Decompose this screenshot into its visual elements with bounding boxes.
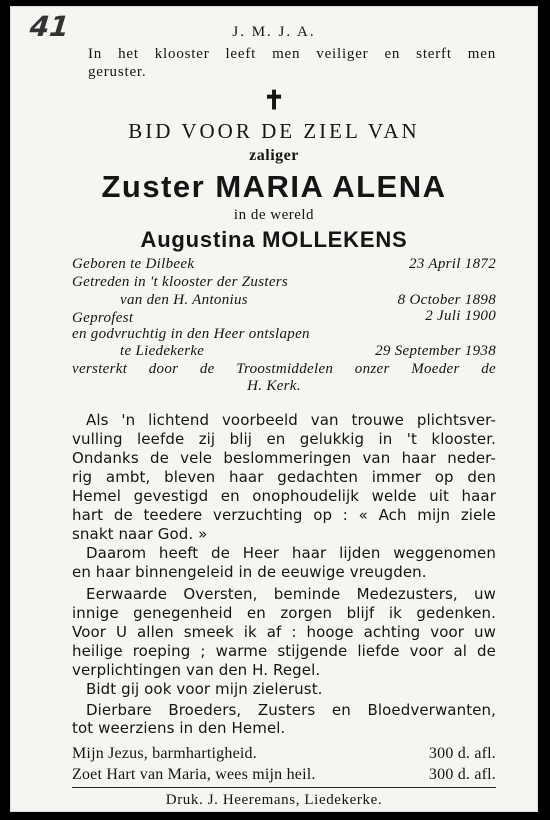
handwritten-number: 41: [28, 10, 71, 43]
bio-line: H. Kerk.: [247, 378, 301, 394]
in-de-wereld-label: in de wereld: [233, 207, 315, 223]
bio-line: en godvruchtig in den Heer ontslapen: [72, 326, 310, 342]
paragraph-line: heilige roeping ; warme stijgende liefde voor al de: [72, 642, 496, 660]
paragraph-line: Eerwaarde Oversten, beminde Medezusters, uw: [86, 585, 496, 603]
paragraph-line: innige genegenheid en zorgen blijf ik gedenken.: [72, 604, 496, 622]
bio-line: van den H. Antonius: [120, 292, 248, 308]
paragraph-line: Voor U allen smeek ik af : hooge achting voor uw: [72, 623, 496, 641]
bio-line: te Liedekerke: [120, 343, 205, 359]
bio-date: 23 April 1872: [409, 256, 496, 272]
bio-date: 2 Juli 1900: [425, 308, 496, 324]
bio-line: Getreden in 't klooster der Zusters: [72, 274, 289, 290]
paragraph-line: Als 'n lichtend voorbeeld van trouwe plichtsver-: [86, 411, 496, 429]
religious-name: Zuster MARIA ALENA: [101, 169, 447, 204]
paragraph-line: Dierbare Broeders, Zusters en Bloedverwanten,: [86, 701, 496, 719]
paragraph-line: snakt naar God. »: [72, 525, 208, 543]
paragraph-line: rig ambt, bleven haar gedachten immer op den: [72, 468, 496, 486]
paragraph-line: verplichtingen van den H. Regel.: [72, 661, 321, 679]
bio-date: 8 October 1898: [397, 292, 496, 308]
printer-line: Druk. J. Heeremans, Liedekerke.: [165, 792, 383, 808]
memorial-card: [10, 6, 538, 812]
bio-line: versterkt door de Troostmiddelen onzer Moeder de: [72, 361, 496, 377]
header-initials: J. M. J. A.: [232, 24, 316, 40]
paragraph-line: Daarom heeft de Heer haar lijden weggenomen: [86, 544, 496, 562]
paragraph-line: en haar binnengeleid in de eeuwige vreugden.: [72, 563, 427, 581]
motto-line-1: In het klooster leeft men veiliger en sterft men: [88, 46, 496, 62]
paragraph-line: Bidt gij ook voor mijn zielerust.: [86, 680, 323, 698]
prayer-indulgence: 300 d. afl.: [428, 766, 496, 783]
motto-line-2: geruster.: [88, 64, 147, 80]
bio-line: Geboren te Dilbeek: [72, 256, 195, 272]
paragraph-line: hart de teedere verzuchting op : « Ach mijn ziele: [72, 506, 496, 524]
cross-icon: ✝: [263, 86, 285, 115]
bio-date: 29 September 1938: [375, 343, 496, 359]
paragraph-line: tot weerziens in den Hemel.: [72, 719, 286, 737]
prayer-title: BID VOOR DE ZIEL VAN: [128, 119, 420, 143]
birth-name: Augustina MOLLEKENS: [140, 227, 408, 252]
paragraph-line: Ondanks de vele beslommeringen van haar neder-: [72, 449, 496, 467]
prayer-line: Mijn Jezus, barmhartigheid.: [72, 745, 257, 762]
paragraph-line: vulling leefde zij blij en gelukkig in 't klooster.: [72, 430, 496, 448]
bio-line: Geprofest: [72, 310, 134, 326]
paragraph-line: Hemel gevestigd en onophoudelijk welde uit haar: [72, 487, 496, 505]
prayer-indulgence: 300 d. afl.: [428, 745, 496, 762]
zaliger-label: zaliger: [249, 147, 299, 164]
prayer-line: Zoet Hart van Maria, wees mijn heil.: [72, 766, 316, 783]
divider-rule: [72, 787, 496, 788]
